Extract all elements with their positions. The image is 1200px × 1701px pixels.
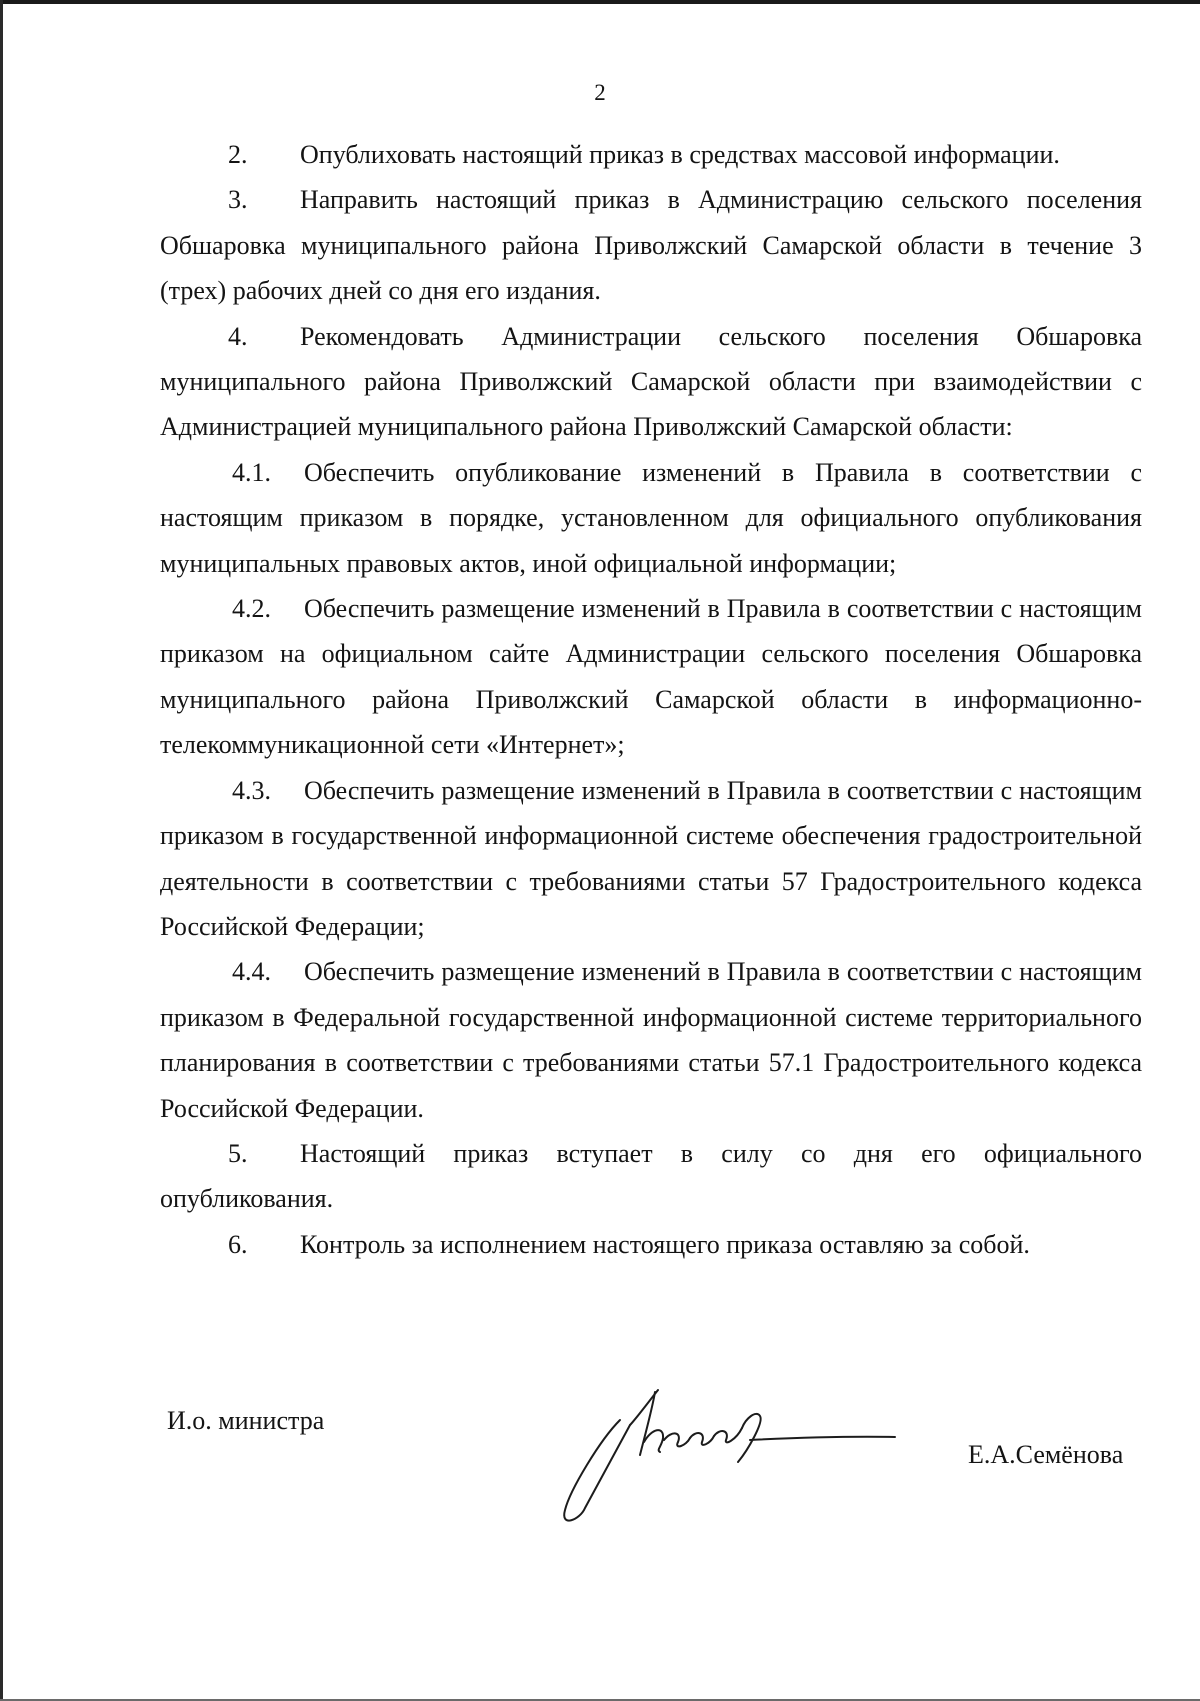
handwritten-signature — [560, 1380, 960, 1530]
paragraph-item-4-4 — [160, 949, 1142, 1131]
paragraph-item-4-3 — [160, 768, 1142, 950]
paragraph-item-4-2 — [160, 586, 1142, 768]
item-text: Обеспечить размещение изменений в Правила в соответствии с настоящим приказом на официальном сайте Администрации сельского поселения Обшаровка муниципального района Приволжский Самарской области в информационно-телекоммуникационной сети «Интернет»; — [160, 594, 1142, 760]
item-text: Настоящий приказ вступает в силу со дня его официального опубликования. — [160, 1138, 1142, 1214]
paragraph-item-3 — [160, 177, 1142, 313]
item-number: 2. — [228, 140, 248, 169]
item-text: Контроль за исполнением настоящего приказа оставляю за собой. — [300, 1229, 1030, 1259]
item-text: Опублиховать настоящий приказ в средствах массовой информации. — [300, 140, 1060, 169]
paragraph-item-4 — [160, 314, 1142, 450]
item-number: 3. — [228, 185, 248, 215]
scan-border-top — [0, 0, 1200, 4]
item-text: Рекомендовать Администрации сельского поселения Обшаровка муниципального района Приволжский Самарской области при взаимодействии с Администрацией муниципального района Приволжский Самарской области: — [160, 321, 1142, 442]
paragraph-item-4-1 — [160, 450, 1142, 586]
item-text: Направить настоящий приказ в Администрацию сельского поселения Обшаровка муниципального района Приволжский Самарской области в течение 3 (трех) рабочих дней со дня его издания. — [160, 185, 1142, 306]
document-body — [160, 132, 1142, 1267]
signer-title: И.о. министра — [167, 1406, 325, 1435]
scan-border-left — [0, 0, 3, 1701]
item-number: 4.2. — [232, 594, 271, 624]
item-text: Обеспечить размещение изменений в Правила в соответствии с настоящим приказом в Федеральной государственной информационной системе территориального планирования в соответствии с требованиями статьи 57.1 Градостроительного кодекса Российской Федерации. — [160, 957, 1142, 1123]
paragraph-item-2 — [160, 132, 1142, 177]
item-number: 4.4. — [232, 957, 271, 987]
item-number: 4.3. — [232, 775, 271, 805]
signer-name: Е.А.Семёнова — [968, 1440, 1124, 1469]
paragraph-item-5 — [160, 1131, 1142, 1222]
item-number: 6. — [228, 1229, 248, 1259]
item-text: Обеспечить опубликование изменений в Правила в соответствии с настоящим приказом в порядке, установленном для официального опубликования муниципальных правовых актов, иной официальной информации; — [160, 457, 1142, 578]
paragraph-item-6 — [160, 1222, 1142, 1267]
page-number: 2 — [594, 80, 606, 105]
item-number: 4.1. — [232, 457, 271, 487]
item-number: 5. — [228, 1138, 248, 1168]
item-text: Обеспечить размещение изменений в Правила в соответствии с настоящим приказом в государственной информационной системе обеспечения градостроительной деятельности в соответствии с требованиями статьи 57 Градостроительного кодекса Российской Федерации; — [160, 775, 1142, 941]
item-number: 4. — [228, 321, 248, 351]
